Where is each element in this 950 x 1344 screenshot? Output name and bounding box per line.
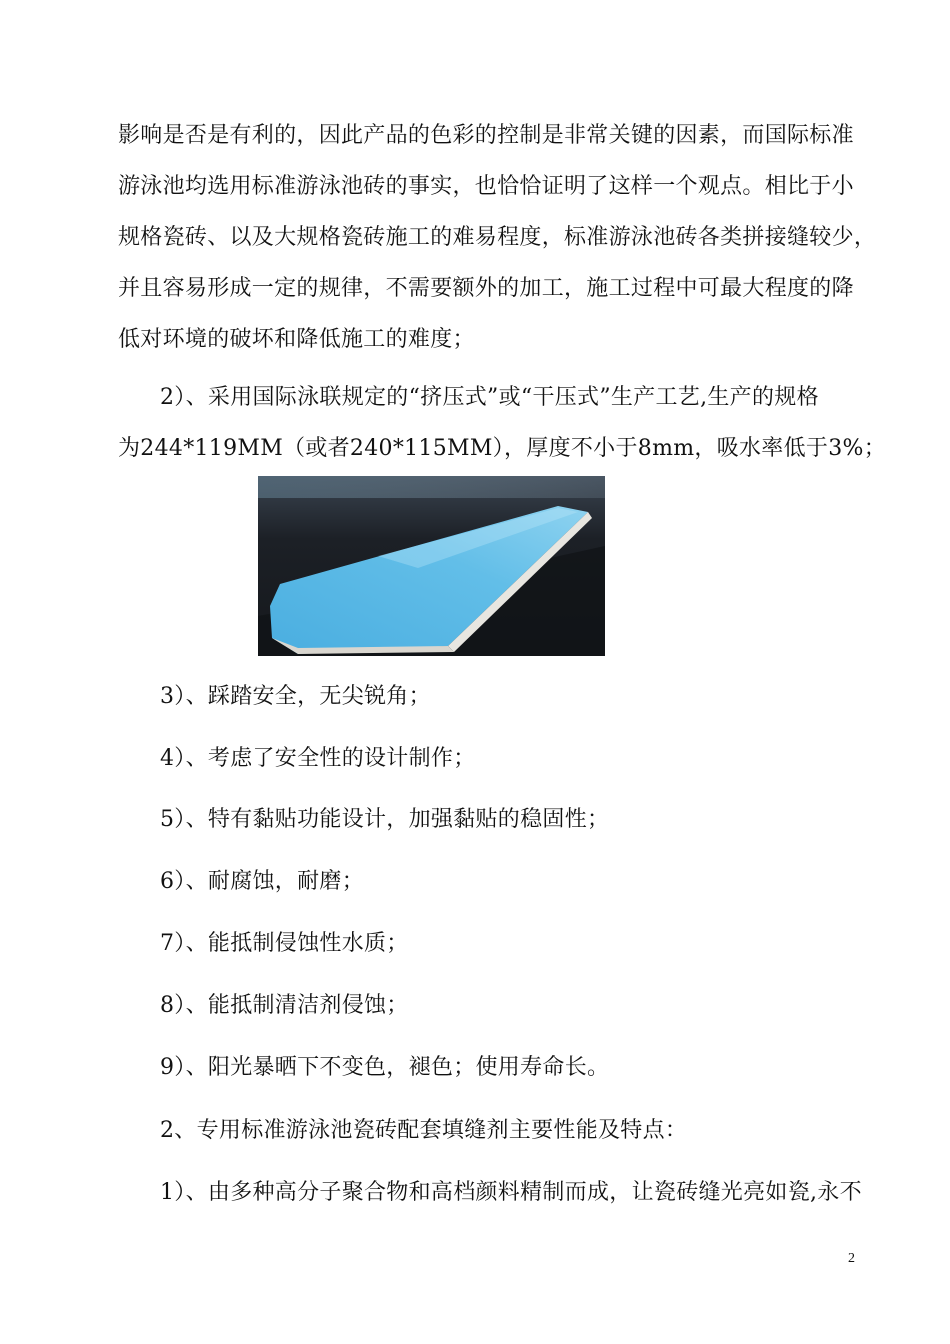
paragraph-line: 2）、采用国际泳联规定的“挤压式”或“干压式”生产工艺,生产的规格 [160,385,819,410]
list-item: 4）、考虑了安全性的设计制作； [160,746,476,771]
section-heading: 2、专用标准游泳池瓷砖配套填缝剂主要性能及特点： [160,1118,688,1143]
photo-top-glare [258,476,605,498]
list-item: 6）、耐腐蚀，耐磨； [160,869,364,894]
paragraph-line: 游泳池均选用标准游泳池砖的事实，也恰恰证明了这样一个观点。相比于小 [118,174,854,199]
list-item: 8）、能抵制清洁剂侵蚀； [160,993,409,1018]
tile-photo-graphic [258,476,605,656]
paragraph-line: 低对环境的破坏和降低施工的难度； [118,327,475,352]
paragraph-line: 规格瓷砖、以及大规格瓷砖施工的难易程度，标准游泳池砖各类拼接缝较少， [118,225,877,250]
page-number: 2 [848,1251,855,1266]
paragraph-line: 1）、由多种高分子聚合物和高档颜料精制而成，让瓷砖缝光亮如瓷,永不 [160,1180,862,1205]
list-item: 3）、踩踏安全，无尖锐角； [160,684,431,709]
paragraph-line: 影响是否是有利的，因此产品的色彩的控制是非常关键的因素，而国际标准 [118,123,854,148]
list-item: 7）、能抵制侵蚀性水质； [160,931,409,956]
paragraph-line: 并且容易形成一定的规律，不需要额外的加工，施工过程中可最大程度的降 [118,276,854,301]
list-item: 9）、阳光暴晒下不变色，褪色；使用寿命长。 [160,1055,610,1080]
list-item: 5）、特有黏贴功能设计，加强黏贴的稳固性； [160,807,610,832]
paragraph-line: 为244*119MM（或者240*115MM），厚度不小于8mm，吸水率低于3%； [118,436,886,461]
tile-photo [258,476,605,656]
